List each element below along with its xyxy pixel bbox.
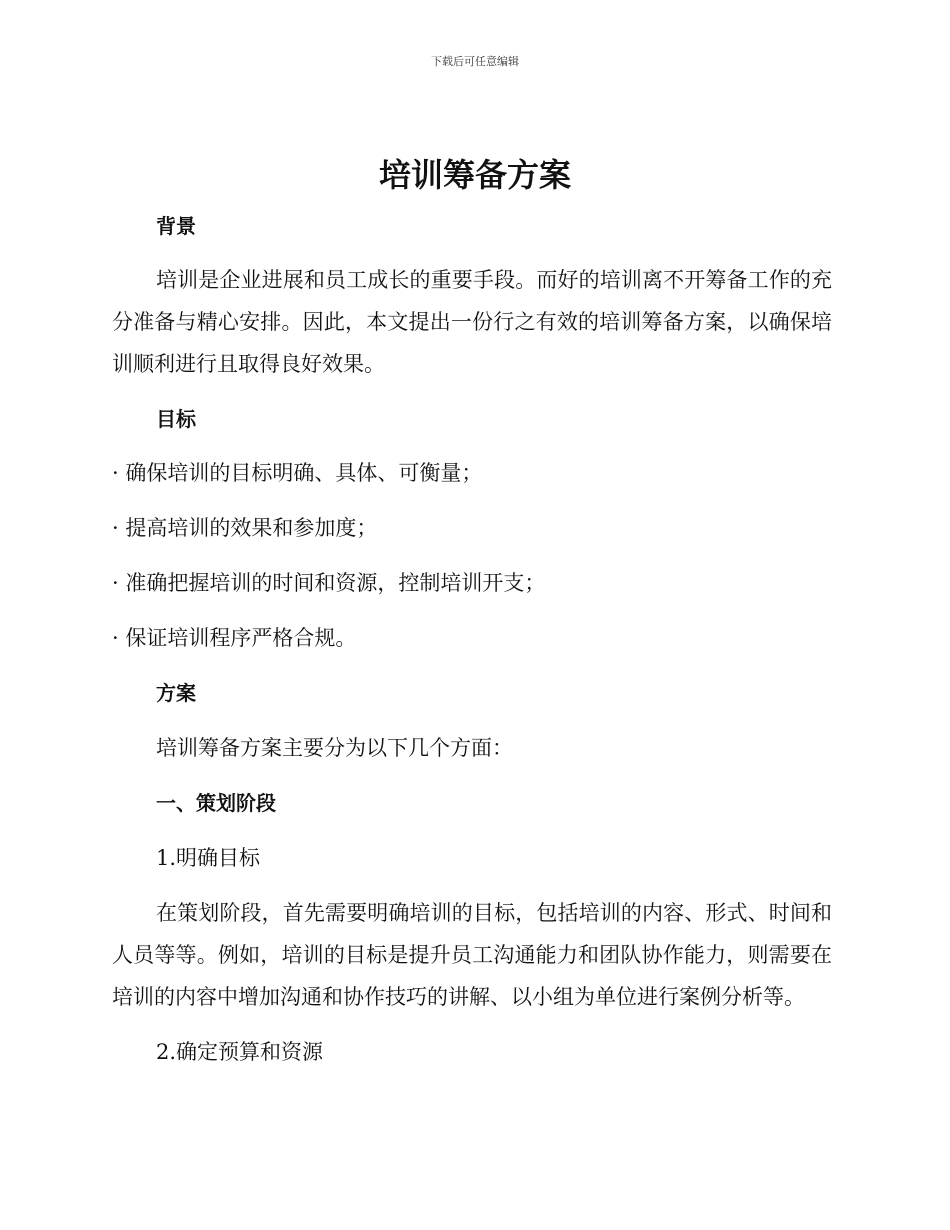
goal-item: · 提高培训的效果和参加度；: [112, 516, 378, 540]
step2-title: 2.确定预算和资源: [156, 1040, 324, 1064]
document-title: 培训筹备方案: [378, 156, 571, 194]
background-heading: 背景: [156, 214, 196, 238]
plan-heading: 方案: [156, 681, 196, 705]
document-body: [112, 205, 832, 1073]
step1-paragraph: 在策划阶段，首先需要明确培训的目标，包括培训的内容、形式、时间和人员等等。例如，培训的目标是提升员工沟通能力和团队协作能力，则需要在培训的内容中增加沟通和协作技巧的讲解、以小组为单位进行案例分析等。: [112, 901, 832, 1009]
goal-item: · 保证培训程序严格合规。: [112, 626, 357, 650]
stage1-heading: 一、策划阶段: [156, 791, 276, 815]
plan-intro: 培训筹备方案主要分为以下几个方面：: [156, 736, 513, 760]
step1-title: 1.明确目标: [156, 846, 261, 870]
goals-heading: 目标: [156, 407, 196, 431]
background-paragraph: 培训是企业进展和员工成长的重要手段。而好的培训离不开筹备工作的充分准备与精心安排。因此，本文提出一份行之有效的培训筹备方案，以确保培训顺利进行且取得良好效果。: [112, 268, 832, 376]
goal-item: · 准确把握培训的时间和资源，控制培训开支；: [112, 571, 546, 595]
header-note: 下载后可任意编辑: [431, 55, 519, 68]
goal-item: · 确保培训的目标明确、具体、可衡量；: [112, 461, 483, 485]
